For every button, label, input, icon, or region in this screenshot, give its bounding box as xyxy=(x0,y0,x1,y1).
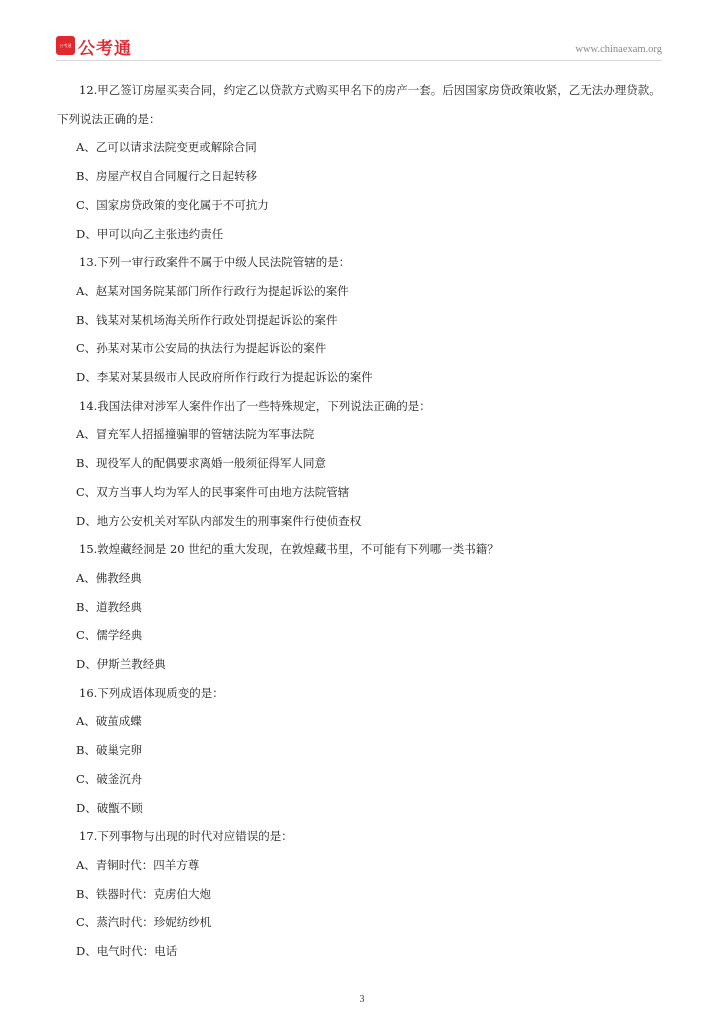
option-a: A、青铜时代：四羊方尊 xyxy=(76,857,200,872)
option-b: B、道教经典 xyxy=(76,599,142,614)
option-a: A、佛教经典 xyxy=(76,570,142,585)
question-stem: 14.我国法律对涉军人案件作出了一些特殊规定，下列说法正确的是： xyxy=(79,398,431,413)
option-a: A、冒充军人招摇撞骗罪的管辖法院为军事法院 xyxy=(76,427,315,442)
question-stem: 13.下列一审行政案件不属于中级人民法院管辖的是： xyxy=(79,255,351,270)
option-c: C、国家房贷政策的变化属于不可抗力 xyxy=(76,197,269,212)
question-14 xyxy=(57,392,669,536)
question-13 xyxy=(57,248,669,392)
option-a: A、破茧成蝶 xyxy=(76,714,142,729)
option-c: C、蒸汽时代：珍妮纺纱机 xyxy=(76,915,212,930)
site-url: www.chinaexam.org xyxy=(575,44,662,55)
option-d: D、地方公安机关对军队内部发生的刑事案件行使侦查权 xyxy=(76,513,362,528)
option-d: D、甲可以向乙主张违约责任 xyxy=(76,226,224,241)
question-stem: 12.甲乙签订房屋买卖合同，约定乙以贷款方式购买甲名下的房产一套。后因国家房贷政策收紧，乙无法办理贷款。下列说法正确的是： xyxy=(57,83,661,126)
question-12 xyxy=(57,76,669,248)
option-d: D、伊斯兰教经典 xyxy=(76,657,166,672)
brand-logo-text: 公考通 xyxy=(78,39,132,59)
header-divider xyxy=(56,60,662,61)
question-stem: 15.敦煌藏经洞是 20 世纪的重大发现，在敦煌藏书里，不可能有下列哪一类书籍？ xyxy=(79,542,499,557)
question-stem: 17.下列事物与出现的时代对应错误的是： xyxy=(79,829,293,844)
question-stem: 16.下列成语体现质变的是： xyxy=(79,685,224,700)
question-17 xyxy=(57,822,669,966)
option-d: D、破甑不顾 xyxy=(76,800,143,815)
logo-icon: 公考通 xyxy=(56,36,75,55)
page-header xyxy=(56,34,662,60)
option-b: B、钱某对某机场海关所作行政处罚提起诉讼的案件 xyxy=(76,312,338,327)
option-b: B、现役军人的配偶要求离婚一般须征得军人同意 xyxy=(76,456,326,471)
option-c: C、破釜沉舟 xyxy=(76,771,143,786)
question-list xyxy=(57,76,669,966)
option-d: D、李某对某县级市人民政府所作行政行为提起诉讼的案件 xyxy=(76,370,373,385)
option-c: C、儒学经典 xyxy=(76,628,143,643)
option-b: B、铁器时代：克虏伯大炮 xyxy=(76,886,211,901)
option-d: D、电气时代：电话 xyxy=(76,944,178,959)
page-number: 3 xyxy=(359,994,365,1005)
option-b: B、房屋产权自合同履行之日起转移 xyxy=(76,169,257,184)
option-a: A、乙可以请求法院变更或解除合同 xyxy=(76,140,257,155)
question-15 xyxy=(57,535,669,679)
option-c: C、双方当事人均为军人的民事案件可由地方法院管辖 xyxy=(76,484,350,499)
option-c: C、孙某对某市公安局的执法行为提起诉讼的案件 xyxy=(76,341,327,356)
question-16 xyxy=(57,679,669,823)
option-a: A、赵某对国务院某部门所作行政行为提起诉讼的案件 xyxy=(76,283,349,298)
option-b: B、破巢完卵 xyxy=(76,743,142,758)
